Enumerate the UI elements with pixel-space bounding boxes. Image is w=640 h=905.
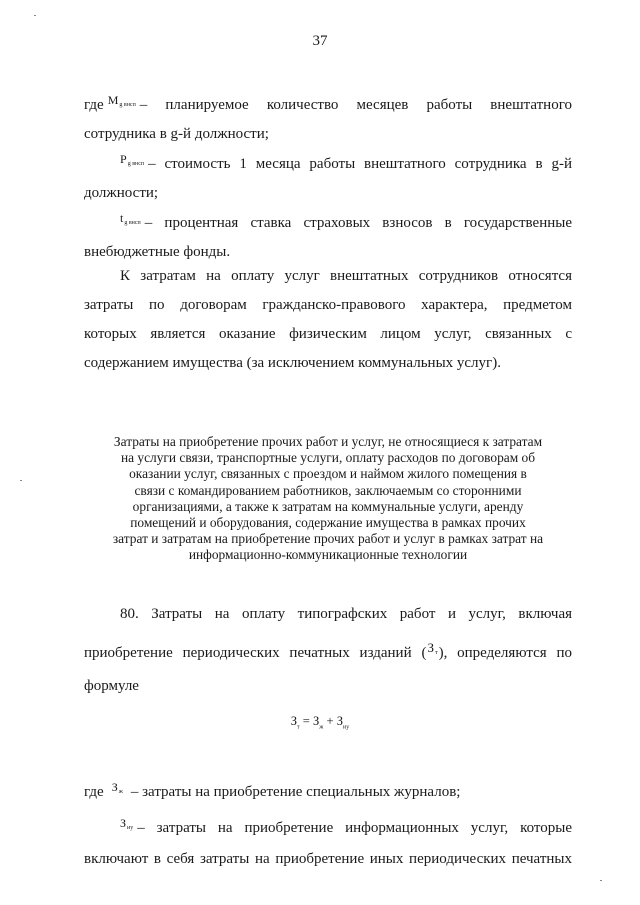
scan-speck bbox=[20, 480, 22, 481]
definition-price bbox=[84, 145, 572, 208]
heading-line: организациями, а также к затратам на коммунальные услуги, аренду bbox=[132, 498, 524, 514]
heading-line: на услуги связи, транспортные услуги, оплату расходов по договорам об bbox=[120, 450, 536, 466]
text-line: содержанием имущества (за исключением коммунальных услуг). bbox=[84, 355, 501, 371]
definition-months bbox=[84, 86, 572, 149]
text-line: К затратам на оплату услуг внештатных сотрудников относятся bbox=[120, 268, 572, 284]
definition-text: – затраты на приобретение информационных услуг, которые bbox=[137, 820, 572, 836]
text-line: которых является оказание физическим лицом услуг, связанных с bbox=[84, 326, 572, 342]
symbol-zzh: $З_ж$ bbox=[111, 780, 123, 795]
definition-text-cont: сотрудника в g-й должности; bbox=[84, 126, 269, 142]
definition-info-services bbox=[84, 808, 572, 875]
formula: $З_т = З_ж + З_{иу}$ bbox=[290, 714, 350, 731]
page-number: 37 bbox=[312, 33, 328, 49]
definition-text: – планируемое количество месяцев работы внештатного bbox=[139, 97, 572, 113]
section-heading bbox=[76, 434, 580, 564]
where-label: где bbox=[84, 97, 104, 113]
definition-rate bbox=[84, 204, 572, 267]
definition-text-cont: включают в себя затраты на приобретение иных периодических печатных bbox=[84, 851, 572, 867]
definition-text: – стоимость 1 месяца работы внештатного сотрудника в g-й bbox=[148, 156, 572, 172]
heading-line: Затраты на приобретение прочих работ и услуг, не относящиеся к затратам bbox=[113, 434, 543, 449]
definition-text: – процентная ставка страховых взносов в государственные bbox=[144, 215, 572, 231]
definition-text-cont: должности; bbox=[84, 185, 159, 201]
definition-journals bbox=[84, 773, 572, 807]
scan-speck bbox=[600, 880, 602, 881]
symbol-ziu: $З_{иу}$ bbox=[120, 816, 134, 831]
scan-speck bbox=[34, 15, 36, 16]
definition-text-cont: внебюджетные фонды. bbox=[84, 244, 231, 260]
heading-line: информационно-коммуникационные технологии bbox=[188, 547, 468, 563]
symbol-t: $t_{g внсп}$ bbox=[120, 211, 141, 226]
text-line: затраты по договорам гражданско-правового характера, предметом bbox=[84, 297, 572, 313]
paragraph-80 bbox=[84, 598, 572, 703]
heading-line: связи с командированием работников, заключаемым со сторонними bbox=[134, 482, 522, 498]
symbol-m: $M_{g внсп}$ bbox=[107, 93, 136, 108]
text-line: 80. Затраты на оплату типографских работ и услуг, включая bbox=[120, 606, 572, 622]
heading-line: помещений и оборудования, содержание имущества в рамках прочих bbox=[130, 515, 526, 531]
heading-line: затрат и затратам на приобретение прочих работ и услуг в рамках затрат на bbox=[112, 531, 544, 547]
text-line: формуле bbox=[84, 678, 139, 694]
symbol-p: $P_{g внсп}$ bbox=[120, 152, 145, 167]
heading-line: оказании услуг, связанных с проездом и наймом жилого помещения в bbox=[129, 466, 527, 482]
definition-text: – затраты на приобретение специальных журналов; bbox=[130, 784, 461, 800]
where-label: где bbox=[84, 784, 104, 800]
text-line: приобретение периодических печатных изданий $(З_т)$, определяются по bbox=[84, 631, 572, 670]
symbol-zt: $З_т$ bbox=[427, 640, 438, 656]
paragraph-external-staff bbox=[84, 262, 572, 378]
